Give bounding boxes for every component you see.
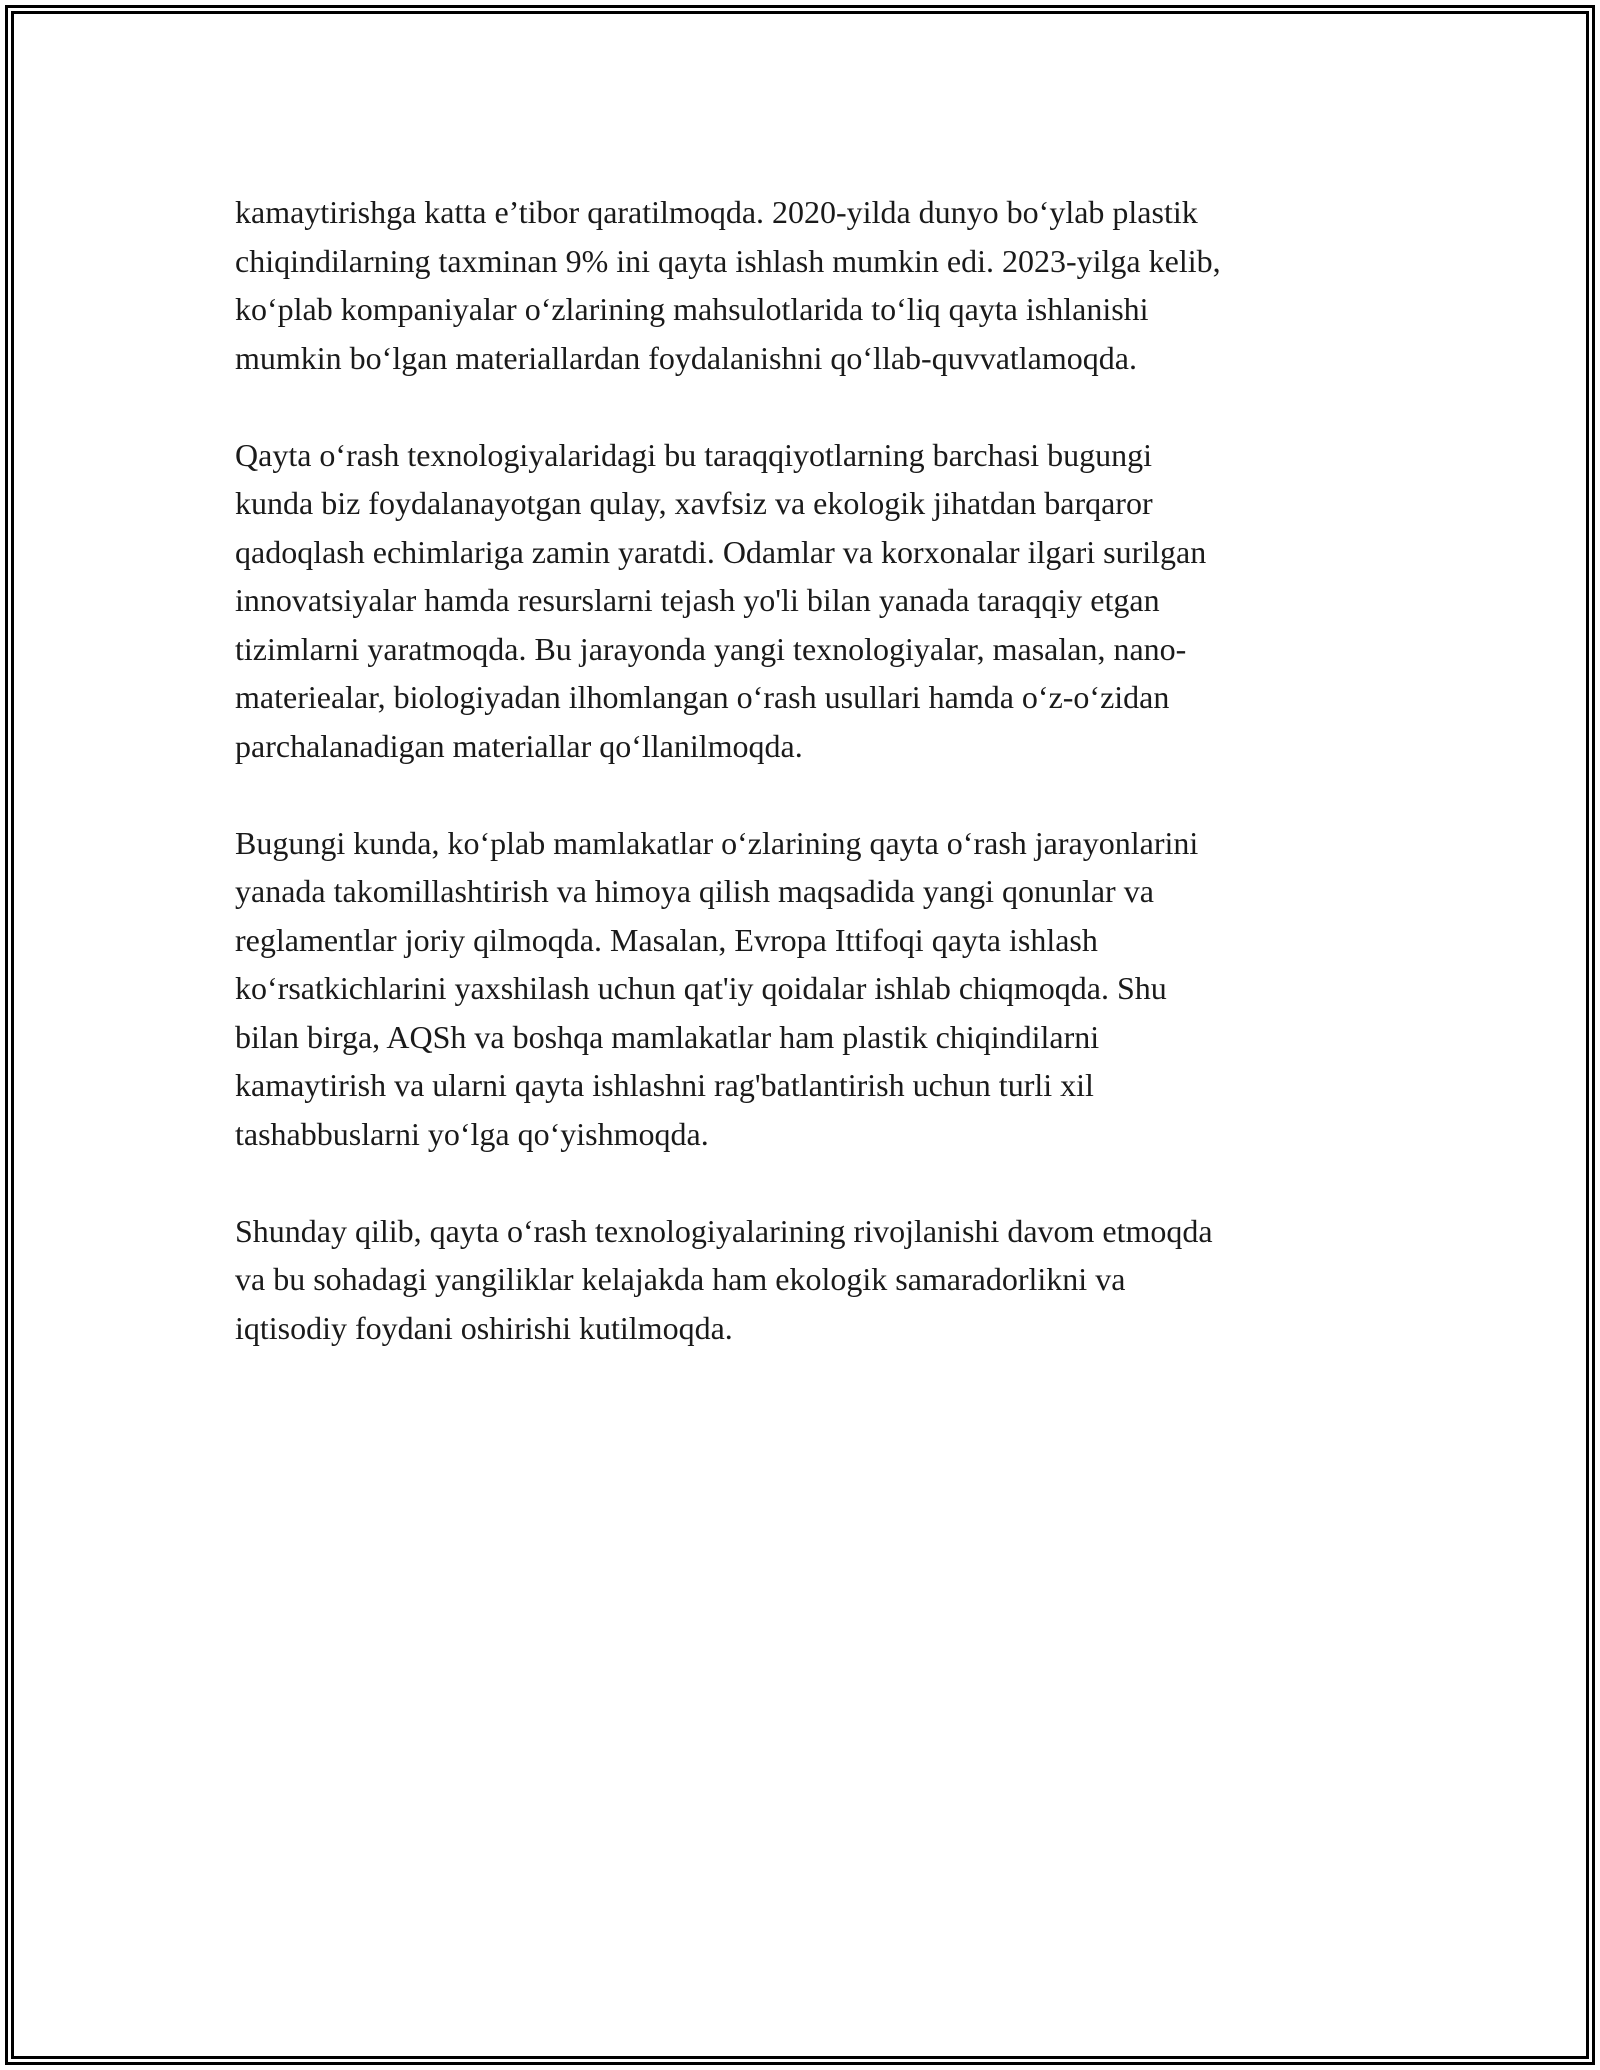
text-line: iqtisodiy foydani oshirishi kutilmoqda.	[235, 1309, 733, 1346]
text-line: va bu sohadagi yangiliklar kelajakda ham ekologik samaradorlikni va	[235, 1261, 1126, 1297]
text-line: qadoqlash echimlariga zamin yaratdi. Odamlar va korxonalar ilgari surilgan	[235, 533, 1207, 570]
document-body	[235, 188, 1370, 1401]
text-line: innovatsiyalar hamda resurslarni tejash yo'li bilan yanada taraqqiy etgan	[235, 582, 1160, 618]
text-line: kunda biz foydalanayotgan qulay, xavfsiz va ekologik jihatdan barqaror	[235, 485, 1153, 521]
text-line: bilan birga, AQSh va boshqa mamlakatlar ham plastik chiqindilarni	[235, 1018, 1100, 1055]
paragraph-4	[235, 1207, 1370, 1353]
text-line: ko‘rsatkichlarini yaxshilash uchun qat'iy qoidalar ishlab chiqmoqda. Shu	[235, 970, 1167, 1006]
text-line: mumkin bo‘lgan materiallardan foydalanishni qo‘llab-quvvatlamoqda.	[235, 339, 1137, 376]
text-line: kamaytirishga katta e’tibor qaratilmoqda. 2020-yilda dunyo bo‘ylab plastik	[235, 194, 1198, 230]
text-line: materiealar, biologiyadan ilhomlangan o‘rash usullari hamda o‘z-o‘zidan	[235, 679, 1170, 715]
text-line: kamaytirish va ularni qayta ishlashni rag'batlantirish uchun turli xil	[235, 1067, 1094, 1103]
text-line: parchalanadigan materiallar qo‘llanilmoqda.	[235, 727, 803, 764]
text-line: ko‘plab kompaniyalar o‘zlarining mahsulotlarida to‘liq qayta ishlanishi	[235, 291, 1149, 327]
text-line: yanada takomillashtirish va himoya qilish maqsadida yangi qonunlar va	[235, 873, 1154, 909]
text-line: tizimlarni yaratmoqda. Bu jarayonda yangi texnologiyalar, masalan, nano-	[235, 630, 1187, 667]
text-line: Bugungi kunda, ko‘plab mamlakatlar o‘zlarining qayta o‘rash jarayonlarini	[235, 824, 1199, 861]
text-line: chiqindilarning taxminan 9% ini qayta ishlash mumkin edi. 2023-yilga kelib,	[235, 242, 1221, 279]
text-line: tashabbuslarni yo‘lga qo‘yishmoqda.	[235, 1115, 709, 1152]
text-line: Shunday qilib, qayta o‘rash texnologiyalarining rivojlanishi davom etmoqda	[235, 1212, 1213, 1249]
text-line: reglamentlar joriy qilmoqda. Masalan, Evropa Ittifoqi qayta ishlash	[235, 921, 1098, 958]
paragraph-1	[235, 188, 1370, 382]
paragraph-3	[235, 819, 1370, 1159]
text-line: Qayta o‘rash texnologiyalaridagi bu taraqqiyotlarning barchasi bugungi	[235, 436, 1153, 473]
paragraph-2	[235, 431, 1370, 771]
